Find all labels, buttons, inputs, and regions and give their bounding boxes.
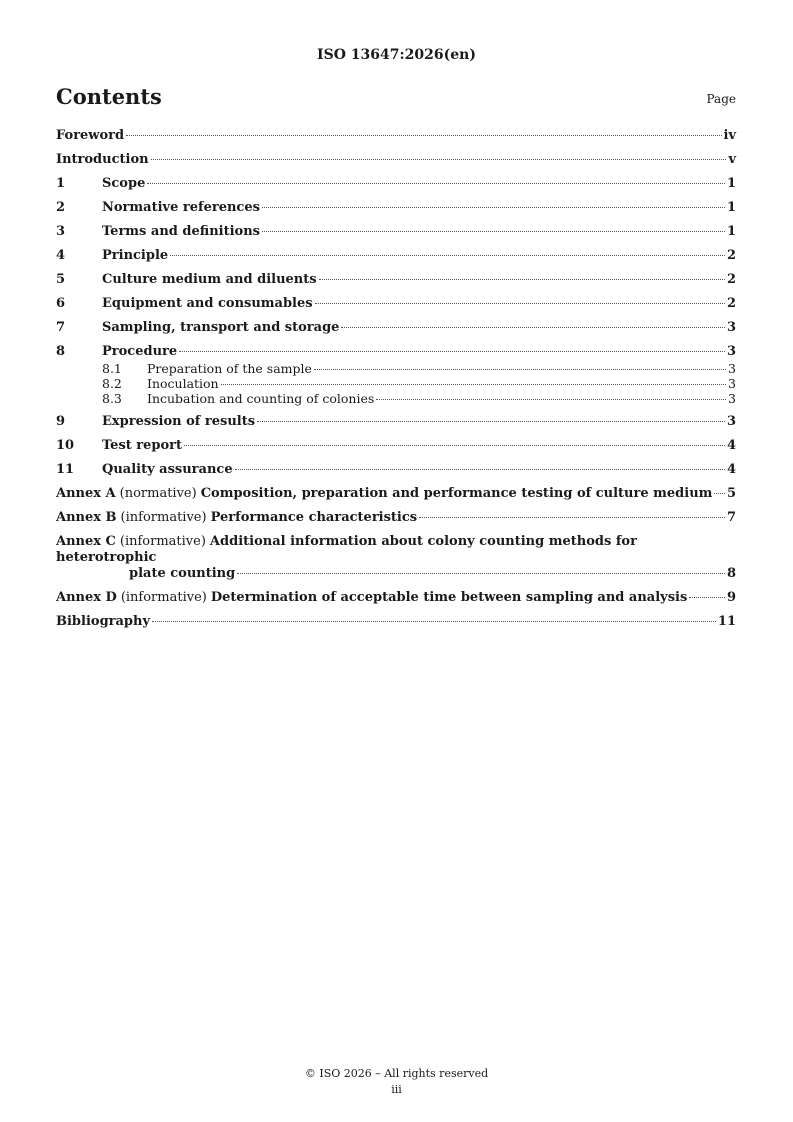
toc-entry-title: Equipment and consumables (102, 296, 313, 311)
toc-entry-page: 7 (726, 510, 736, 525)
toc-subsections-procedure (56, 361, 736, 406)
toc-entry-title: Principle (102, 248, 169, 263)
toc-entry-page: 3 (728, 391, 736, 406)
toc-entry-annex-b[interactable] (56, 510, 736, 526)
toc-entry-title: Composition, preparation and performance testing of culture medium (200, 486, 713, 501)
toc-entry-number: 11 (56, 462, 75, 477)
toc-entry-foreword[interactable] (56, 128, 736, 144)
toc-entry-page: 4 (726, 462, 736, 477)
toc-leader-dots (184, 445, 725, 446)
toc-entry-page: 1 (726, 224, 736, 239)
toc-leader-dots (126, 135, 721, 136)
toc-entry-title: Bibliography (56, 614, 151, 629)
toc-entry-principle[interactable] (56, 248, 736, 264)
toc-entry-page: 2 (726, 272, 736, 287)
toc-entry-number: 2 (56, 200, 66, 215)
toc-entry-number: 8.1 (102, 361, 122, 376)
toc-leader-dots (147, 183, 725, 184)
toc-entry-title: Foreword (56, 128, 125, 143)
annex-label: Annex D (56, 590, 117, 605)
toc-entry-page: 3 (726, 320, 736, 335)
toc-subentry-incubation[interactable] (102, 391, 736, 406)
toc-entry-title-continued: plate counting (129, 566, 236, 581)
toc-leader-dots (262, 231, 725, 232)
annex-kind: (informative) (119, 534, 206, 549)
toc-entry-number: 1 (56, 176, 66, 191)
annex-kind: (informative) (120, 590, 207, 605)
toc-leader-dots (419, 517, 725, 518)
toc-entry-annex-c[interactable] (56, 534, 736, 582)
toc-entry-terms-and-definitions[interactable] (56, 224, 736, 240)
toc-entry-test-report[interactable] (56, 438, 736, 454)
toc-leader-dots (170, 255, 725, 256)
table-of-contents (56, 128, 736, 638)
toc-entry-procedure[interactable] (56, 344, 736, 360)
toc-entry-annex-d[interactable] (56, 590, 736, 606)
toc-leader-dots (341, 327, 725, 328)
annex-label: Annex C (56, 534, 116, 549)
annex-c-second-line (129, 566, 736, 582)
toc-entry-page: 2 (726, 248, 736, 263)
contents-title: Contents (56, 84, 162, 109)
toc-entry-title: Performance characteristics (210, 510, 418, 525)
toc-leader-dots (152, 621, 716, 622)
page-footer (0, 1066, 793, 1098)
toc-entry-number: 8.3 (102, 391, 122, 406)
toc-leader-dots (315, 303, 725, 304)
toc-entry-number: 8 (56, 344, 66, 359)
toc-leader-dots (221, 384, 726, 385)
toc-leader-dots (689, 597, 725, 598)
toc-entry-number: 8.2 (102, 376, 122, 391)
toc-entry-page: 3 (728, 376, 736, 391)
toc-entry-introduction[interactable] (56, 152, 736, 168)
toc-entry-page: iv (723, 128, 736, 143)
toc-entry-title: Terms and definitions (102, 224, 260, 239)
toc-entry-number: 4 (56, 248, 66, 263)
toc-entry-page: 1 (726, 200, 736, 215)
toc-entry-page: 3 (726, 414, 736, 429)
toc-entry-title: Normative references (102, 200, 260, 215)
toc-subentry-inoculation[interactable] (102, 376, 736, 391)
copyright-notice: © ISO 2026 – All rights reserved (304, 1067, 489, 1080)
toc-entry-page: 8 (726, 566, 736, 581)
toc-leader-dots (235, 469, 725, 470)
toc-entry-page: 11 (717, 614, 736, 629)
toc-entry-title: Incubation and counting of colonies (147, 391, 375, 406)
toc-entry-title: Expression of results (102, 414, 256, 429)
toc-entry-normative-references[interactable] (56, 200, 736, 216)
document-header: ISO 13647:2026(en) (317, 47, 476, 63)
annex-label: Annex A (56, 486, 116, 501)
toc-entry-scope[interactable] (56, 176, 736, 192)
toc-entry-title: Procedure (102, 344, 178, 359)
toc-entry-page: 1 (726, 176, 736, 191)
page-column-label: Page (706, 92, 736, 106)
toc-entry-title: Quality assurance (102, 462, 233, 477)
annex-kind: (informative) (120, 510, 207, 525)
toc-leader-dots (179, 351, 725, 352)
toc-entry-culture-medium[interactable] (56, 272, 736, 288)
toc-leader-dots (714, 493, 725, 494)
toc-entry-page: 2 (726, 296, 736, 311)
annex-kind: (normative) (119, 486, 197, 501)
toc-entry-equipment[interactable] (56, 296, 736, 312)
toc-leader-dots (151, 159, 727, 160)
toc-entry-page: v (728, 152, 736, 167)
toc-leader-dots (319, 279, 725, 280)
toc-entry-title: Additional information about colony counting methods for heterotrophic (56, 534, 637, 565)
toc-entry-page: 5 (726, 486, 736, 501)
toc-entry-title: Determination of acceptable time between sampling and analysis (210, 590, 688, 605)
toc-leader-dots (376, 399, 726, 400)
toc-leader-dots (237, 573, 725, 574)
annex-c-first-line (56, 534, 736, 566)
toc-entry-title: Inoculation (147, 376, 219, 391)
toc-entry-number: 3 (56, 224, 66, 239)
toc-subentry-preparation[interactable] (102, 361, 736, 376)
toc-leader-dots (314, 369, 726, 370)
toc-entry-number: 10 (56, 438, 75, 453)
toc-entry-annex-a[interactable] (56, 486, 736, 502)
toc-entry-title: Sampling, transport and storage (102, 320, 340, 335)
toc-leader-dots (257, 421, 725, 422)
toc-entry-page: 4 (726, 438, 736, 453)
toc-entry-bibliography[interactable] (56, 614, 736, 630)
toc-entry-page: 3 (728, 361, 736, 376)
toc-entry-sampling[interactable] (56, 320, 736, 336)
toc-entry-title: Test report (102, 438, 183, 453)
toc-entry-quality-assurance[interactable] (56, 462, 736, 478)
toc-entry-number: 5 (56, 272, 66, 287)
toc-entry-title: Scope (102, 176, 146, 191)
annex-label: Annex B (56, 510, 117, 525)
toc-entry-number: 7 (56, 320, 66, 335)
toc-leader-dots (262, 207, 725, 208)
toc-entry-expression-of-results[interactable] (56, 414, 736, 430)
toc-entry-page: 3 (726, 344, 736, 359)
toc-entry-title: Preparation of the sample (147, 361, 312, 376)
page-number: iii (391, 1083, 402, 1096)
toc-entry-title: Introduction (56, 152, 149, 167)
toc-entry-title: Culture medium and diluents (102, 272, 317, 287)
toc-entry-number: 9 (56, 414, 66, 429)
toc-entry-page: 9 (726, 590, 736, 605)
toc-entry-number: 6 (56, 296, 66, 311)
